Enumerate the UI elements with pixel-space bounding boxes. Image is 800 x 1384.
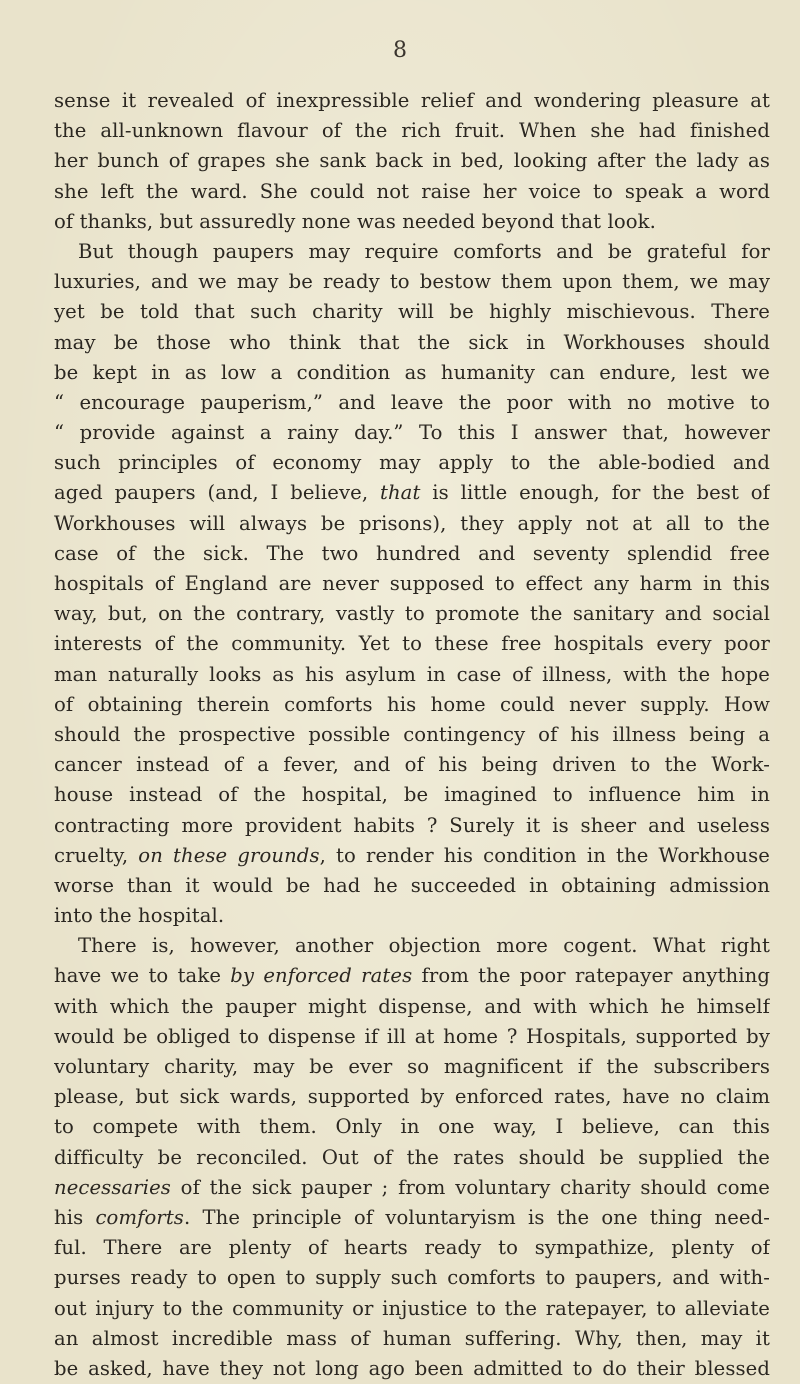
text-segment: with which the pauper might dispense, and with which he himself [54, 994, 770, 1018]
text-segment: “ encourage pauperism,” and leave the poor with no motive to [54, 390, 770, 414]
text-line [54, 1203, 770, 1233]
text-line [54, 1022, 770, 1052]
text-line [54, 901, 770, 931]
text-line [54, 1173, 770, 1203]
text-line [54, 177, 770, 207]
text-segment: her bunch of grapes she sank back in bed, looking after the lady as [54, 149, 770, 173]
text-line [54, 388, 770, 418]
text-segment: There is, however, another objection more cogent. What right [78, 934, 770, 958]
text-segment: she left the ward. She could not raise her voice to speak a word [54, 179, 770, 203]
text-line [54, 418, 770, 448]
text-segment: house instead of the hospital, be imagined to influence him in [54, 783, 770, 807]
text-segment: such principles of economy may apply to the able-bodied and [54, 451, 770, 475]
text-segment: luxuries, and we may be ready to bestow them upon them, we may [54, 270, 770, 294]
text-segment: be kept in as low a condition as humanity can endure, lest we [54, 360, 770, 384]
text-segment: “ provide against a rainy day.” To this I answer that, however [54, 421, 770, 445]
text-segment: sense it revealed of inexpressible relief and wondering pleasure at [54, 89, 770, 112]
text-segment: voluntary charity, may be ever so magnificent if the subscribers [54, 1055, 770, 1078]
text-segment: yet be told that such charity will be highly mischievous. There [54, 300, 770, 324]
text-segment: of the sick pauper ; from voluntary charity should come [170, 1175, 770, 1199]
text-line [54, 509, 770, 539]
text-segment: But though paupers may require comforts and be grateful for [78, 239, 770, 263]
text-line [54, 328, 770, 358]
text-line [54, 961, 770, 991]
text-segment: cruelty, [54, 843, 139, 867]
text-segment: ful. There are plenty of hearts ready to sympathize, plenty of [54, 1236, 770, 1260]
text-line [54, 1324, 770, 1354]
text-segment: case of the sick. The two hundred and seventy splendid free [54, 541, 770, 565]
text-line [54, 629, 770, 659]
text-segment: aged paupers (and, I believe, [54, 481, 380, 505]
text-segment: . The principle of voluntaryism is the one thing need- [183, 1205, 770, 1229]
text-segment: may be those who think that the sick in Workhouses should [54, 330, 770, 354]
text-line [54, 539, 770, 569]
text-line [54, 1082, 770, 1112]
text-segment: his [54, 1205, 96, 1229]
text-line [54, 207, 770, 237]
text-segment: be asked, have they not long ago been admitted to do their blessed [54, 1356, 770, 1380]
text-line [54, 237, 770, 267]
italic-text: by enforced rates [230, 964, 413, 988]
text-line [54, 569, 770, 599]
text-segment: from the poor ratepayer anything [412, 964, 770, 988]
text-line [54, 86, 770, 116]
text-line [54, 992, 770, 1022]
text-segment: to compete with them. Only in one way, I believe, can this [54, 1115, 770, 1139]
text-line [54, 871, 770, 901]
text-segment: contracting more provident habits ? Surely it is sheer and useless [54, 813, 770, 837]
text-line [54, 146, 770, 176]
text-line [54, 267, 770, 297]
text-segment: into the hospital. [54, 904, 225, 928]
text-line [54, 780, 770, 810]
text-segment: way, but, on the contrary, vastly to promote the sanitary and social [54, 602, 770, 626]
text-line [54, 931, 770, 961]
text-segment: should the prospective possible contingency of his illness being a [54, 722, 770, 746]
text-segment: Workhouses will always be prisons), they apply not at all to the [54, 511, 770, 535]
text-line [54, 1052, 770, 1082]
text-line [54, 297, 770, 327]
italic-text: on these grounds [138, 843, 320, 867]
text-segment: , to render his condition in the Workhouse [319, 843, 770, 867]
text-line [54, 599, 770, 629]
text-line [54, 750, 770, 780]
text-line [54, 690, 770, 720]
text-line [54, 1294, 770, 1324]
text-segment: have we to take [54, 964, 231, 988]
italic-text: comforts [95, 1205, 184, 1229]
text-line [54, 841, 770, 871]
italic-text: that [379, 481, 421, 505]
text-line [54, 720, 770, 750]
text-line [54, 448, 770, 478]
text-segment: the all-unknown flavour of the rich fruit. When she had finished [54, 119, 770, 143]
text-line [54, 1354, 770, 1384]
text-segment: hospitals of England are never supposed to effect any harm in this [54, 572, 770, 595]
text-segment: worse than it would be had he succeeded in obtaining admission [54, 873, 770, 897]
text-segment: purses ready to open to supply such comforts to paupers, and with- [54, 1266, 770, 1290]
text-segment: please, but sick wards, supported by enforced rates, have no claim [54, 1085, 770, 1109]
text-segment: difficulty be reconciled. Out of the rates should be supplied the [54, 1145, 770, 1169]
body-text [54, 86, 770, 1384]
text-line [54, 1233, 770, 1263]
text-segment: is little enough, for the best of [420, 481, 770, 505]
text-segment: cancer instead of a fever, and of his being driven to the Work- [54, 753, 770, 777]
text-line [54, 116, 770, 146]
italic-text: necessaries [54, 1175, 171, 1199]
text-segment: of thanks, but assuredly none was needed beyond that look. [54, 209, 656, 233]
page-number: 8 [393, 38, 407, 63]
text-line [54, 1143, 770, 1173]
text-segment: of obtaining therein comforts his home could never supply. How [54, 692, 770, 716]
text-segment: would be obliged to dispense if ill at home ? Hospitals, supported by [54, 1024, 770, 1048]
text-line [54, 811, 770, 841]
text-line [54, 1263, 770, 1293]
text-segment: man naturally looks as his asylum in case of illness, with the hope [54, 662, 770, 686]
text-segment: out injury to the community or injustice to the ratepayer, to alleviate [54, 1296, 770, 1320]
text-line [54, 1112, 770, 1142]
text-line [54, 660, 770, 690]
text-line [54, 478, 770, 508]
text-segment: interests of the community. Yet to these free hospitals every poor [54, 632, 770, 656]
text-line [54, 358, 770, 388]
text-segment: an almost incredible mass of human suffering. Why, then, may it [54, 1326, 770, 1350]
